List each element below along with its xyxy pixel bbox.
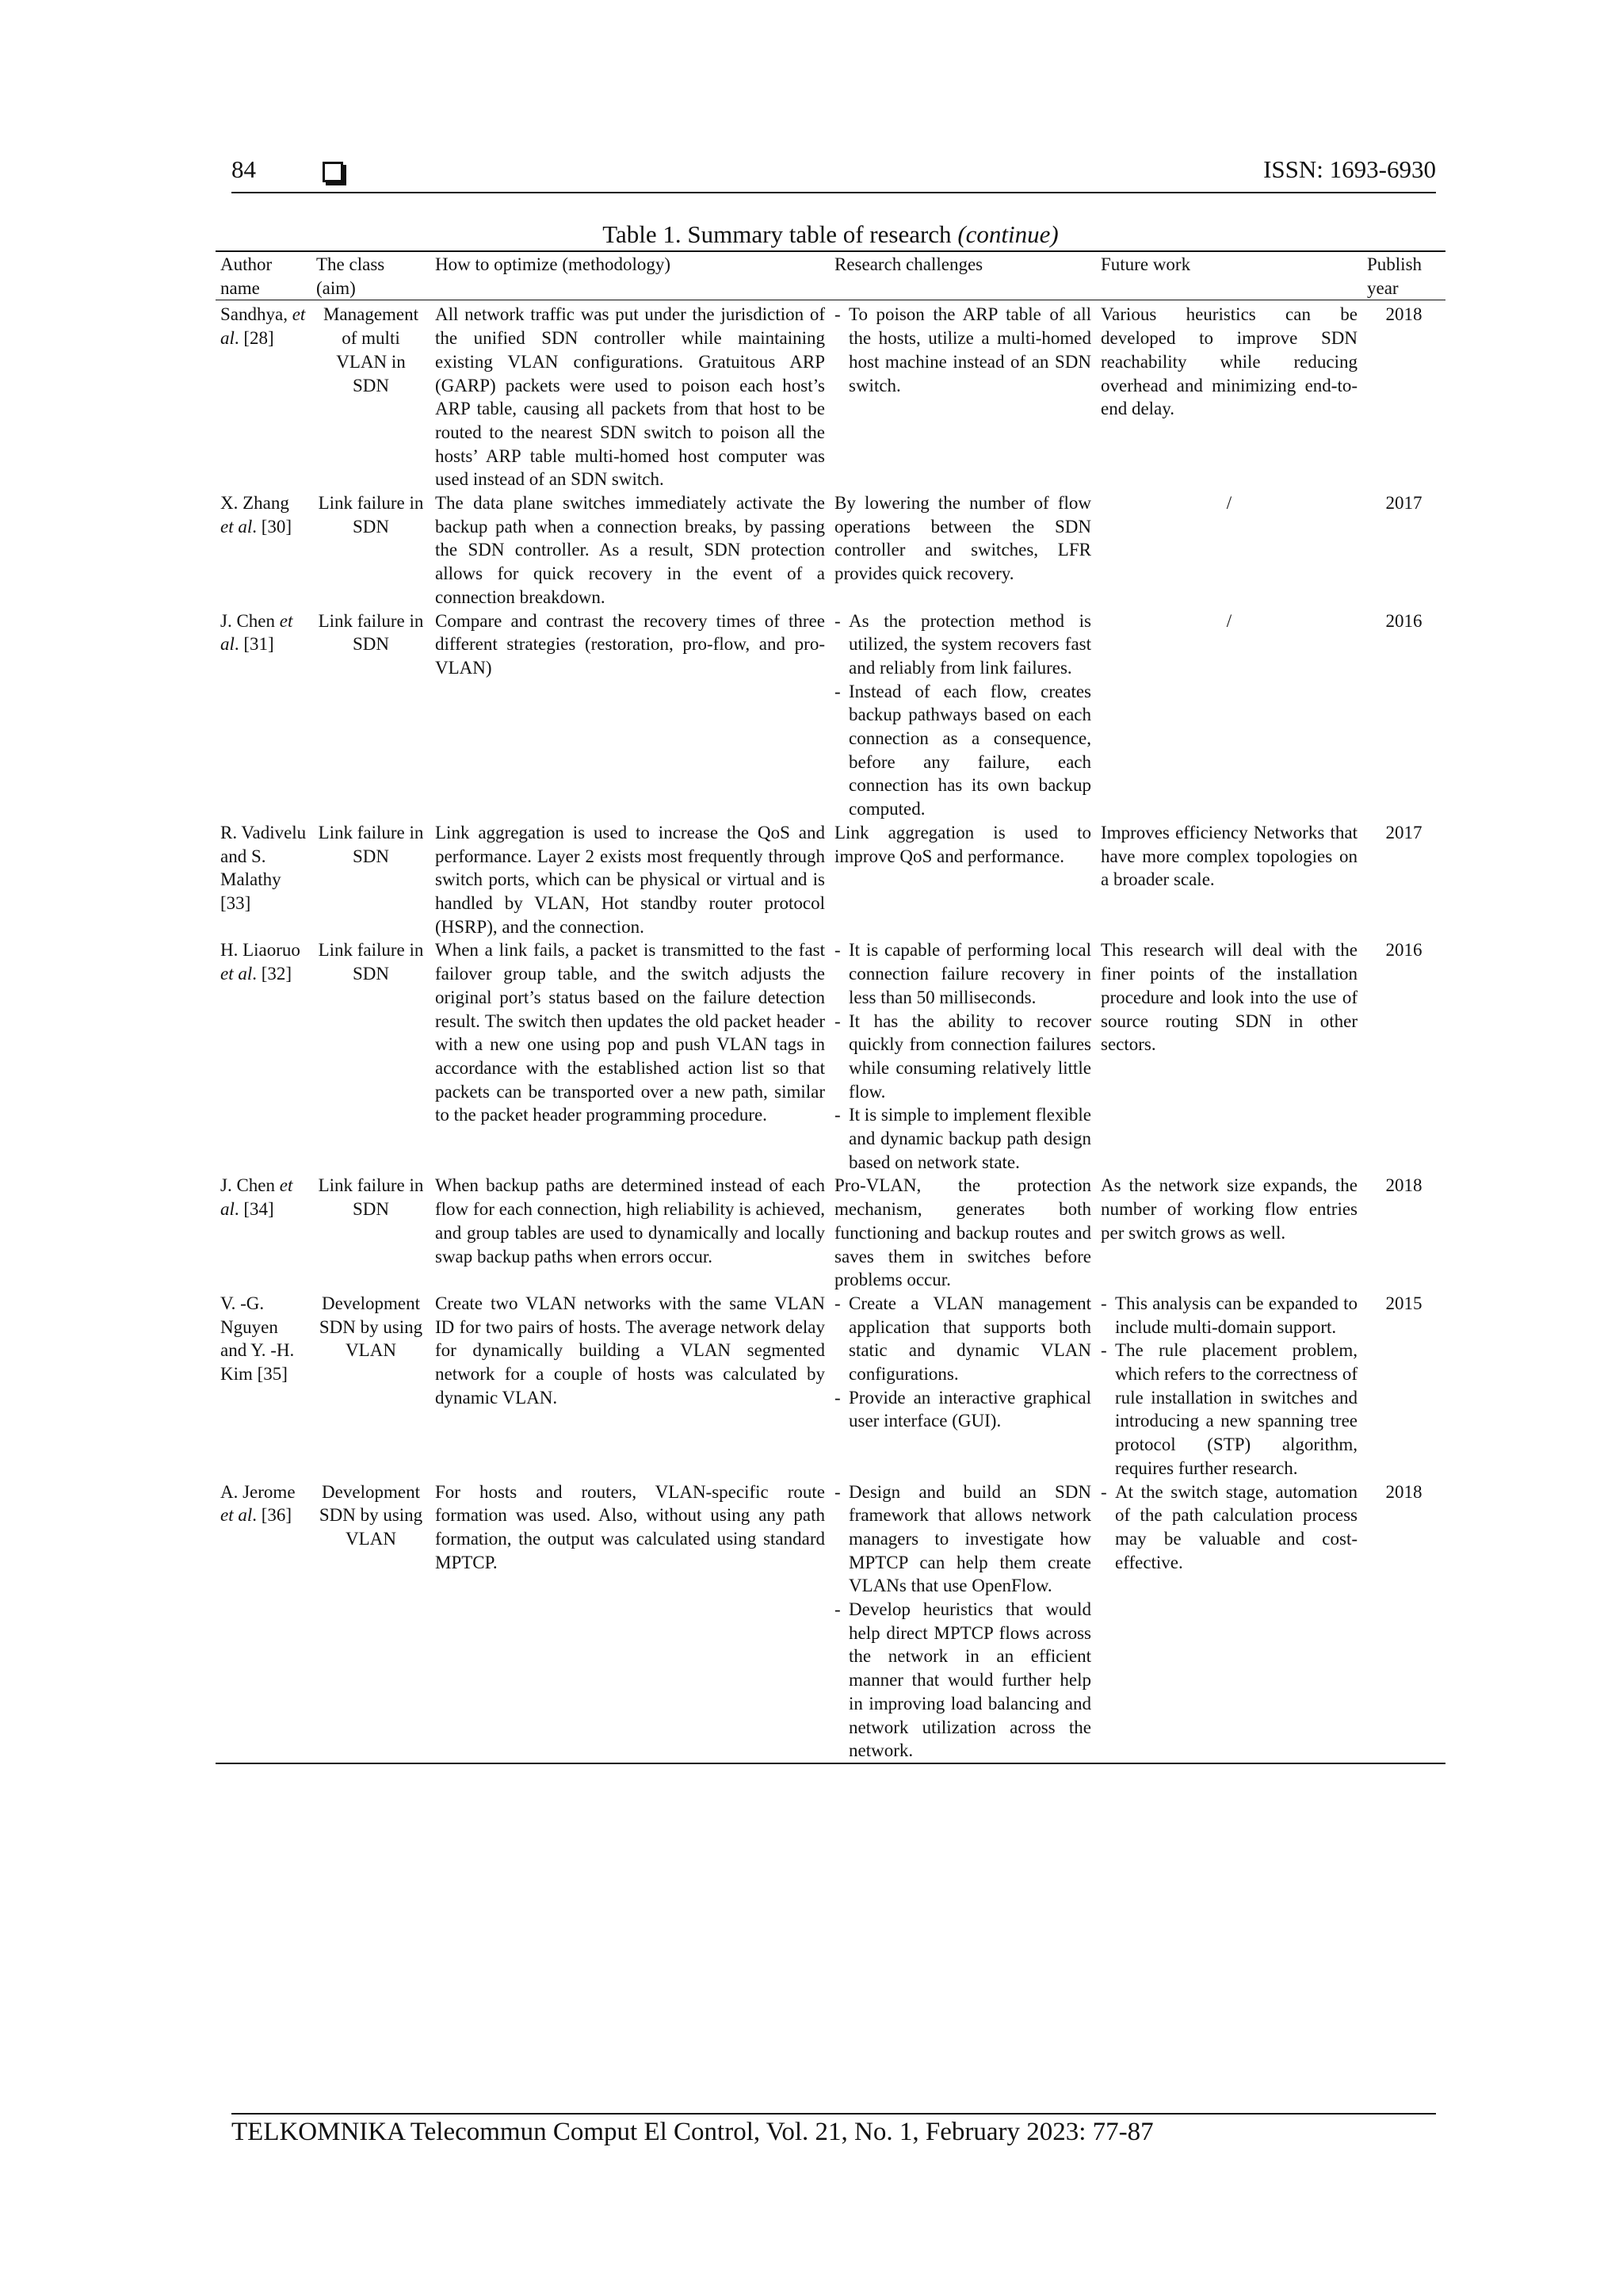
cell-challenges (830, 300, 1096, 491)
cell-year: 2017 (1385, 493, 1423, 514)
challenge-item: - It is capable of performing local connection failure recovery in less than 50 milliseconds. (849, 938, 1091, 1009)
cell-challenges (830, 1292, 1096, 1480)
cell-method: The data plane switches immediately activate the backup path when a connection breaks, by passing the SDN controller. As a result, SDN protection allows for quick recovery in the event of a connection breakdown. (435, 493, 825, 607)
table-header-row (216, 251, 1445, 300)
cell-class: Development SDN by using VLAN (319, 1481, 423, 1549)
cell-future: / (1226, 610, 1232, 631)
col-header-challenges: Research challenges (830, 251, 1096, 300)
cell-future: This research will deal with the finer points of the installation procedure and look into the use of source routing SDN in other sectors. (1101, 940, 1358, 1055)
cell-method: All network traffic was put under the jurisdiction of the unified SDN controller while maintaining existing VLAN configurations. Gratuitous ARP (GARP) packets were used to poison each host’s ARP table, causing all packets from that host to be routed to the nearest SDN switch to poison all the hosts’ ARP table multi-homed host computer was used instead of an SDN switch. (435, 304, 825, 490)
cell-challenges: Link aggregation is used to improve QoS and performance. (834, 822, 1091, 866)
footer-citation: TELKOMNIKA Telecommun Comput El Control, Vol. 21, No. 1, February 2023: 77-87 (231, 2118, 1154, 2146)
footer-rule (231, 2113, 1436, 2115)
box-icon (323, 162, 343, 182)
col-header-class: The class (aim) (311, 251, 430, 300)
cell-class: Link failure in SDN (318, 493, 424, 537)
cell-future (1096, 1292, 1362, 1480)
cell-author: J. Chen et al. [34] (220, 1175, 293, 1220)
page-header (231, 155, 1436, 193)
cell-method: When backup paths are determined instead of each flow for each connection, high reliability is achieved, and group tables are used to dynamically and locally swap backup paths when errors occur. (435, 1175, 825, 1266)
table-row (216, 609, 1445, 821)
cell-challenges: By lowering the number of flow operations between the SDN controller and switches, LFR provides quick recovery. (834, 493, 1091, 584)
cell-year: 2016 (1385, 610, 1423, 631)
cell-class: Link failure in SDN (318, 822, 424, 866)
table-row (216, 938, 1445, 1174)
cell-year: 2018 (1385, 1481, 1423, 1502)
challenge-item: - Develop heuristics that would help direct MPTCP flows across the network in an efficient manner that would further help in improving load balancing and network utilization across the network. (849, 1598, 1091, 1763)
challenge-item: - Create a VLAN management application that supports both static and dynamic VLAN configurations. (849, 1292, 1091, 1386)
table-row (216, 491, 1445, 609)
challenge-item: - As the protection method is utilized, the system recovers fast and reliably from link failures. (849, 609, 1091, 680)
challenge-item: - It is simple to implement flexible and dynamic backup path design based on network state. (849, 1103, 1091, 1174)
future-item: - At the switch stage, automation of the path calculation process may be valuable and cost-effective. (1115, 1480, 1358, 1575)
challenge-item: - Instead of each flow, creates backup pathways based on each connection as a consequence, before any failure, each connection has its own backup computed. (849, 680, 1091, 821)
cell-author: A. Jerome et al. [36] (220, 1481, 296, 1526)
challenge-item: - To poison the ARP table of all the hosts, utilize a multi-homed host machine instead of an SDN switch. (849, 303, 1091, 397)
table-row (216, 1292, 1445, 1480)
cell-challenges (830, 1480, 1096, 1763)
table-caption-text: Table 1. Summary table of research (602, 220, 952, 248)
cell-year: 2017 (1385, 822, 1423, 842)
cell-future: As the network size expands, the number of working flow entries per switch grows as well. (1101, 1175, 1358, 1243)
cell-future: / (1226, 493, 1232, 514)
cell-author: H. Liaoruo et al. [32] (220, 940, 300, 984)
future-item: - This analysis can be expanded to include multi-domain support. (1115, 1292, 1358, 1339)
cell-challenges (830, 609, 1096, 821)
cell-class: Management of multi VLAN in SDN (323, 304, 419, 395)
cell-class: Link failure in SDN (318, 940, 424, 984)
cell-author: R. Vadivelu and S. Malathy [33] (220, 822, 307, 913)
cell-method: Link aggregation is used to increase the QoS and performance. Layer 2 exists most frequently through switch ports, which can be physical or virtual and is handled by VLAN, Hot standby router protocol (HSRP), and the connection. (435, 822, 825, 937)
cell-future: Various heuristics can be developed to improve SDN reachability while reducing overhead and minimizing end-to-end delay. (1101, 304, 1358, 419)
cell-author: X. Zhang et al. [30] (220, 493, 292, 537)
table-row (216, 1174, 1445, 1292)
table-caption-cont: (continue) (957, 220, 1059, 248)
summary-table (216, 250, 1445, 1764)
header-rule (231, 192, 1436, 193)
challenge-item: - Design and build an SDN framework that allows network managers to investigate how MPTCP can help them create VLANs that use OpenFlow. (849, 1480, 1091, 1599)
challenge-item: - It has the ability to recover quickly from connection failures while consuming relatively little flow. (849, 1010, 1091, 1104)
cell-author: J. Chen et al. [31] (220, 610, 293, 655)
cell-class: Link failure in SDN (318, 1175, 424, 1220)
cell-class: Development SDN by using VLAN (319, 1293, 423, 1361)
col-header-method: How to optimize (methodology) (430, 251, 830, 300)
table-row (216, 300, 1445, 491)
cell-challenges (830, 938, 1096, 1174)
table-row (216, 1480, 1445, 1763)
table-caption (216, 220, 1445, 249)
cell-method: For hosts and routers, VLAN-specific route formation was used. Also, without using any path formation, the output was calculated using standard MPTCP. (435, 1481, 825, 1572)
cell-year: 2018 (1385, 304, 1423, 325)
issn: ISSN: 1693-6930 (1263, 155, 1436, 183)
cell-future: Improves efficiency Networks that have more complex topologies on a broader scale. (1101, 822, 1358, 890)
challenge-item: - Provide an interactive graphical user interface (GUI). (849, 1386, 1091, 1433)
page-number: 84 (231, 155, 256, 183)
cell-year: 2016 (1385, 940, 1423, 961)
col-header-future: Future work (1096, 251, 1362, 300)
col-header-year: Publish year (1362, 251, 1445, 300)
cell-method: When a link fails, a packet is transmitted to the fast failover group table, and the switch adjusts the original port’s status based on the failure detection result. The switch then updates the old packet header with a new one using pop and push VLAN tags in accordance with the established action list so that packets can be transported over a new path, similar to the packet header programming procedure. (435, 940, 825, 1125)
cell-class: Link failure in SDN (318, 610, 424, 655)
cell-future (1096, 1480, 1362, 1763)
cell-method: Create two VLAN networks with the same VLAN ID for two pairs of hosts. The average network delay for dynamically building a VLAN segmented network for a couple of hosts was calculated by dynamic VLAN. (435, 1293, 825, 1408)
cell-author: Sandhya, et al. [28] (220, 304, 306, 349)
future-item: - The rule placement problem, which refers to the correctness of rule installation in switches and introducing a new spanning tree protocol (STP) algorithm, requires further research. (1115, 1339, 1358, 1480)
cell-author: V. -G. Nguyen and Y. -H. Kim [35] (220, 1293, 295, 1385)
cell-challenges: Pro-VLAN, the protection mechanism, generates both functioning and backup routes and saves them in switches before problems occur. (834, 1175, 1091, 1290)
cell-method: Compare and contrast the recovery times of three different strategies (restoration, pro-flow, and pro-VLAN) (435, 610, 825, 678)
cell-year: 2015 (1385, 1293, 1423, 1313)
col-header-author: Author name (216, 251, 311, 300)
cell-year: 2018 (1385, 1175, 1423, 1196)
table-row (216, 821, 1445, 939)
